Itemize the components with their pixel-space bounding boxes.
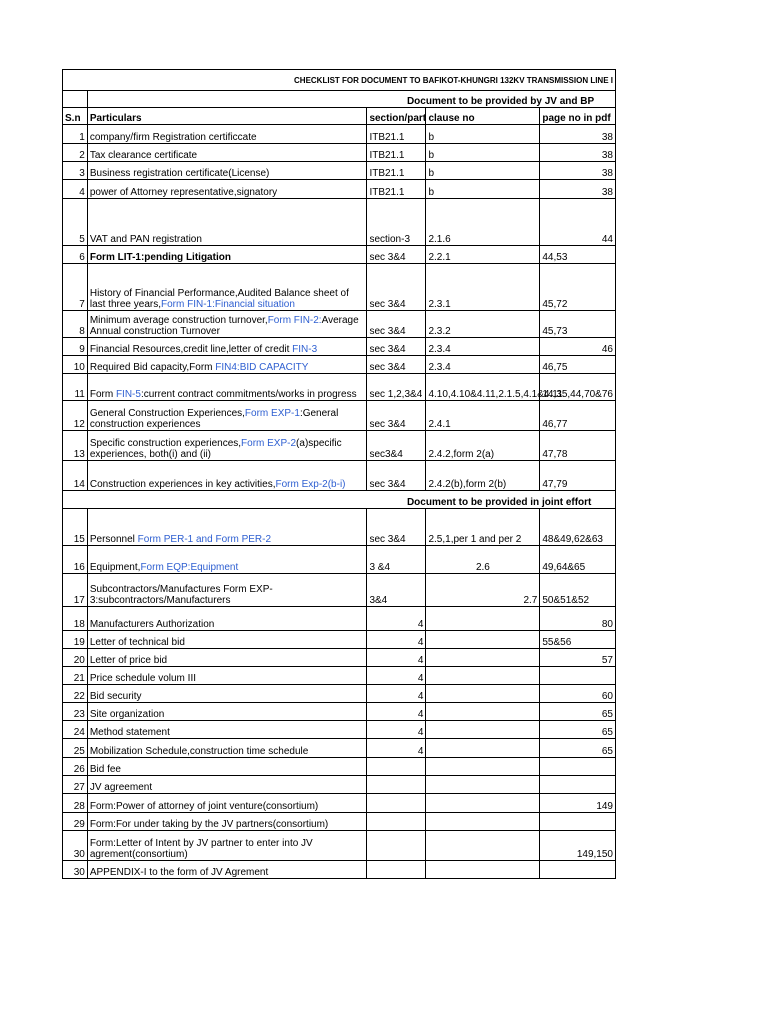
row-particulars <box>87 431 367 461</box>
particulars-text: Subcontractors/Manufactures Form EXP-3:subcontractors/Manufacturers <box>89 584 273 606</box>
row-clause: 2.3.4 <box>426 338 540 356</box>
row-clause <box>426 758 540 776</box>
row-particulars <box>87 758 367 776</box>
particulars-text: Form:For under taking by the JV partners(consortium) <box>89 819 329 830</box>
row-number: 12 <box>63 401 88 431</box>
row-clause: b <box>426 180 540 199</box>
row-clause <box>426 861 540 879</box>
row-section: sec 3&4 <box>367 246 426 264</box>
form-reference: Form PER-1 and Form PER-2 <box>137 534 272 545</box>
table-row <box>63 685 616 703</box>
form-reference: FIN-3 <box>292 344 318 355</box>
row-page: 47,78 <box>540 431 616 461</box>
particulars-text: Manufacturers Authorization <box>89 619 215 630</box>
row-particulars <box>87 356 367 374</box>
table-row <box>63 813 616 831</box>
row-particulars <box>87 794 367 813</box>
table-row <box>63 401 616 431</box>
row-clause: 2.4.2(b),form 2(b) <box>426 461 540 491</box>
table-row <box>63 667 616 685</box>
row-page: 65 <box>540 721 616 739</box>
row-number: 13 <box>63 431 88 461</box>
row-particulars <box>87 776 367 794</box>
row-clause <box>426 776 540 794</box>
particulars-text: APPENDIX-I to the form of JV Agrement <box>89 867 269 878</box>
table-row <box>63 246 616 264</box>
row-particulars <box>87 338 367 356</box>
row-page: 38 <box>540 162 616 180</box>
row-number: 9 <box>63 338 88 356</box>
particulars-text: Bid security <box>89 691 142 702</box>
sheet-title: CHECKLIST FOR DOCUMENT TO BAFIKOT-KHUNGRI 132KV TRANSMISSION LINE I <box>63 70 616 91</box>
row-page: 38 <box>540 144 616 162</box>
row-particulars <box>87 861 367 879</box>
row-section <box>367 776 426 794</box>
row-clause: 4.10,4.10&4.11,2.1.5,4.1&4.11 <box>426 374 540 401</box>
particulars-text: :General construction experiences <box>89 408 339 430</box>
row-page: 45,72 <box>540 264 616 311</box>
table-row <box>63 739 616 758</box>
table-row <box>63 311 616 338</box>
row-page <box>540 667 616 685</box>
row-section: sec 3&4 <box>367 264 426 311</box>
row-page: 149 <box>540 794 616 813</box>
table-row <box>63 831 616 861</box>
row-number: 27 <box>63 776 88 794</box>
row-particulars <box>87 264 367 311</box>
checklist-sheet <box>62 69 616 879</box>
header-sn: S.n <box>63 108 88 125</box>
row-section: 4 <box>367 631 426 649</box>
table-row <box>63 461 616 491</box>
table-row <box>63 509 616 546</box>
particulars-text: Site organization <box>89 709 165 720</box>
row-section <box>367 813 426 831</box>
particulars-text: Personnel <box>89 534 138 545</box>
particulars-text: Tax clearance certificate <box>89 150 198 161</box>
table-row <box>63 162 616 180</box>
row-clause <box>426 721 540 739</box>
row-clause <box>426 703 540 721</box>
row-page: 57 <box>540 649 616 667</box>
row-section: sec3&4 <box>367 431 426 461</box>
row-number: 2 <box>63 144 88 162</box>
row-clause: b <box>426 125 540 144</box>
row-number: 29 <box>63 813 88 831</box>
row-particulars <box>87 125 367 144</box>
table-row <box>63 574 616 607</box>
table-row <box>63 356 616 374</box>
row-section <box>367 758 426 776</box>
row-page: 65 <box>540 739 616 758</box>
row-clause <box>426 831 540 861</box>
row-clause: 2.6 <box>426 546 540 574</box>
row-clause: 2.4.2,form 2(a) <box>426 431 540 461</box>
row-section: 4 <box>367 703 426 721</box>
table-row <box>63 758 616 776</box>
row-number: 20 <box>63 649 88 667</box>
particulars-text: Minimum average construction turnover, <box>89 315 268 326</box>
row-number: 5 <box>63 199 88 246</box>
particulars-text: Letter of technical bid <box>89 637 185 648</box>
form-reference: FIN-5 <box>115 389 141 400</box>
particulars-text: Equipment, <box>89 562 141 573</box>
row-clause: 2.7 <box>426 574 540 607</box>
row-section: ITB21.1 <box>367 180 426 199</box>
row-page: 49,64&65 <box>540 546 616 574</box>
row-number: 15 <box>63 509 88 546</box>
section-header-joint: Document to be provided in joint effort <box>367 491 616 509</box>
column-header-row <box>63 108 616 125</box>
row-section <box>367 831 426 861</box>
particulars-text: Bid fee <box>89 764 121 775</box>
table-row <box>63 180 616 199</box>
row-particulars <box>87 546 367 574</box>
row-particulars <box>87 607 367 631</box>
table-row <box>63 546 616 574</box>
row-section: sec 3&4 <box>367 461 426 491</box>
section-header-row <box>63 91 616 108</box>
row-particulars <box>87 831 367 861</box>
row-page: 46 <box>540 338 616 356</box>
table-row <box>63 125 616 144</box>
row-clause: b <box>426 162 540 180</box>
row-particulars <box>87 401 367 431</box>
form-reference: Form FIN-2: <box>267 315 322 326</box>
row-number: 23 <box>63 703 88 721</box>
row-clause <box>426 667 540 685</box>
row-particulars <box>87 246 367 264</box>
row-page <box>540 813 616 831</box>
row-number: 30 <box>63 861 88 879</box>
row-particulars <box>87 461 367 491</box>
table-row <box>63 649 616 667</box>
row-page <box>540 861 616 879</box>
row-page: 48&49,62&63 <box>540 509 616 546</box>
row-clause <box>426 794 540 813</box>
section-header-row <box>63 491 616 509</box>
row-number: 22 <box>63 685 88 703</box>
row-clause <box>426 607 540 631</box>
row-clause: 2.3.1 <box>426 264 540 311</box>
row-number: 26 <box>63 758 88 776</box>
row-section: ITB21.1 <box>367 125 426 144</box>
row-clause <box>426 631 540 649</box>
row-number: 14 <box>63 461 88 491</box>
row-clause <box>426 685 540 703</box>
table-row <box>63 144 616 162</box>
row-section: sec 3&4 <box>367 401 426 431</box>
row-number: 1 <box>63 125 88 144</box>
row-section: sec 3&4 <box>367 311 426 338</box>
row-page: 46,75 <box>540 356 616 374</box>
particulars-text: power of Attorney representative,signatory <box>89 187 278 198</box>
particulars-text: Form:Letter of Intent by JV partner to enter into JV agrement(consortium) <box>89 838 313 860</box>
row-number: 18 <box>63 607 88 631</box>
row-clause: 2.2.1 <box>426 246 540 264</box>
row-section: ITB21.1 <box>367 162 426 180</box>
table-row <box>63 374 616 401</box>
row-clause <box>426 739 540 758</box>
row-particulars <box>87 374 367 401</box>
row-clause: 2.4.1 <box>426 401 540 431</box>
table-row <box>63 794 616 813</box>
row-clause <box>426 649 540 667</box>
table-row <box>63 199 616 246</box>
row-section: sec 3&4 <box>367 338 426 356</box>
table-row <box>63 703 616 721</box>
spacer-cell <box>63 491 88 509</box>
row-number: 7 <box>63 264 88 311</box>
row-particulars <box>87 703 367 721</box>
row-particulars <box>87 509 367 546</box>
row-section: section-3 <box>367 199 426 246</box>
row-clause: 2.3.4 <box>426 356 540 374</box>
row-page <box>540 776 616 794</box>
particulars-text: Required Bid capacity,Form <box>89 362 216 373</box>
title-row <box>63 70 616 91</box>
row-page: 65 <box>540 703 616 721</box>
row-number: 30 <box>63 831 88 861</box>
row-number: 10 <box>63 356 88 374</box>
header-particulars: Particulars <box>87 108 367 125</box>
row-page: 60 <box>540 685 616 703</box>
particulars-text: Letter of price bid <box>89 655 168 666</box>
row-page: 80 <box>540 607 616 631</box>
table-row <box>63 607 616 631</box>
row-number: 11 <box>63 374 88 401</box>
table-row <box>63 431 616 461</box>
row-number: 24 <box>63 721 88 739</box>
spacer-cell <box>87 491 367 509</box>
row-particulars <box>87 180 367 199</box>
row-particulars <box>87 574 367 607</box>
row-number: 4 <box>63 180 88 199</box>
row-section: ITB21.1 <box>367 144 426 162</box>
row-particulars <box>87 667 367 685</box>
table-row <box>63 776 616 794</box>
row-section: sec 3&4 <box>367 509 426 546</box>
row-section: 4 <box>367 721 426 739</box>
row-particulars <box>87 311 367 338</box>
row-section: 4 <box>367 607 426 631</box>
particulars-text: History of Financial Performance,Audited Balance sheet of last three years, <box>89 288 349 310</box>
row-particulars <box>87 813 367 831</box>
row-section <box>367 861 426 879</box>
row-page: 46,77 <box>540 401 616 431</box>
row-page: 44 <box>540 199 616 246</box>
row-particulars <box>87 162 367 180</box>
particulars-text: VAT and PAN registration <box>89 234 202 245</box>
particulars-text: :current contract commitments/works in progress <box>140 389 357 400</box>
particulars-text: company/firm Registration certificcate <box>89 132 257 143</box>
row-number: 6 <box>63 246 88 264</box>
row-clause: 2.5,1,per 1 and per 2 <box>426 509 540 546</box>
form-reference: FIN4:BID CAPACITY <box>215 362 309 373</box>
row-page: 38 <box>540 180 616 199</box>
row-section <box>367 794 426 813</box>
section-header-jv-bp: Document to be provided by JV and BP <box>367 91 616 108</box>
row-page: 47,79 <box>540 461 616 491</box>
row-page: 14,35,44,70&76 <box>540 374 616 401</box>
row-number: 8 <box>63 311 88 338</box>
row-page: 50&51&52 <box>540 574 616 607</box>
particulars-text: Specific construction experiences, <box>89 438 242 449</box>
row-page <box>540 758 616 776</box>
table-row <box>63 264 616 311</box>
table-row <box>63 721 616 739</box>
row-page: 149,150 <box>540 831 616 861</box>
row-section: 4 <box>367 739 426 758</box>
row-particulars <box>87 685 367 703</box>
header-page: page no in pdf <box>540 108 616 125</box>
checklist-table <box>62 69 616 879</box>
row-page: 55&56 <box>540 631 616 649</box>
row-particulars <box>87 144 367 162</box>
row-clause: 2.1.6 <box>426 199 540 246</box>
row-section: 4 <box>367 667 426 685</box>
row-number: 25 <box>63 739 88 758</box>
row-page: 44,53 <box>540 246 616 264</box>
row-particulars <box>87 199 367 246</box>
row-particulars <box>87 649 367 667</box>
row-number: 16 <box>63 546 88 574</box>
row-number: 17 <box>63 574 88 607</box>
row-clause: b <box>426 144 540 162</box>
particulars-text: JV agreement <box>89 782 153 793</box>
table-row <box>63 631 616 649</box>
row-page: 38 <box>540 125 616 144</box>
row-clause: 2.3.2 <box>426 311 540 338</box>
particulars-text: Financial Resources,credit line,letter of credit <box>89 344 293 355</box>
row-section: sec 3&4 <box>367 356 426 374</box>
row-section: 3&4 <box>367 574 426 607</box>
row-particulars <box>87 631 367 649</box>
row-section: 3 &4 <box>367 546 426 574</box>
row-section: sec 1,2,3&4 <box>367 374 426 401</box>
particulars-text: Form <box>89 389 116 400</box>
row-number: 3 <box>63 162 88 180</box>
row-particulars <box>87 721 367 739</box>
particulars-text: (a)specific experiences, both(i) and (ii) <box>89 438 342 460</box>
row-page: 45,73 <box>540 311 616 338</box>
row-clause <box>426 813 540 831</box>
particulars-text: Price schedule volum III <box>89 673 197 684</box>
row-section: 4 <box>367 649 426 667</box>
row-number: 19 <box>63 631 88 649</box>
particulars-text: General Construction Experiences, <box>89 408 245 419</box>
row-particulars <box>87 739 367 758</box>
form-reference: Form Exp-2(b-i) <box>275 479 346 490</box>
form-reference: Form EQP:Equipment <box>140 562 239 573</box>
particulars-text: Form LIT-1:pending Litigation <box>89 252 231 263</box>
form-reference: Form EXP-1 <box>244 408 300 419</box>
row-number: 28 <box>63 794 88 813</box>
header-clause: clause no <box>426 108 540 125</box>
particulars-text: Business registration certificate(License) <box>89 168 270 179</box>
form-reference: Form EXP-2 <box>241 438 297 449</box>
table-row <box>63 338 616 356</box>
particulars-text: Form:Power of attorney of joint venture(consortium) <box>89 801 319 812</box>
row-section: 4 <box>367 685 426 703</box>
particulars-text: Method statement <box>89 727 170 738</box>
table-row <box>63 861 616 879</box>
particulars-text: Mobilization Schedule,construction time schedule <box>89 746 309 757</box>
form-reference: Form FIN-1:Financial situation <box>161 299 295 310</box>
particulars-text: Construction experiences in key activities, <box>89 479 276 490</box>
row-number: 21 <box>63 667 88 685</box>
header-section: section/part <box>367 108 426 125</box>
particulars-text: Average Annual construction Turnover <box>89 315 359 337</box>
